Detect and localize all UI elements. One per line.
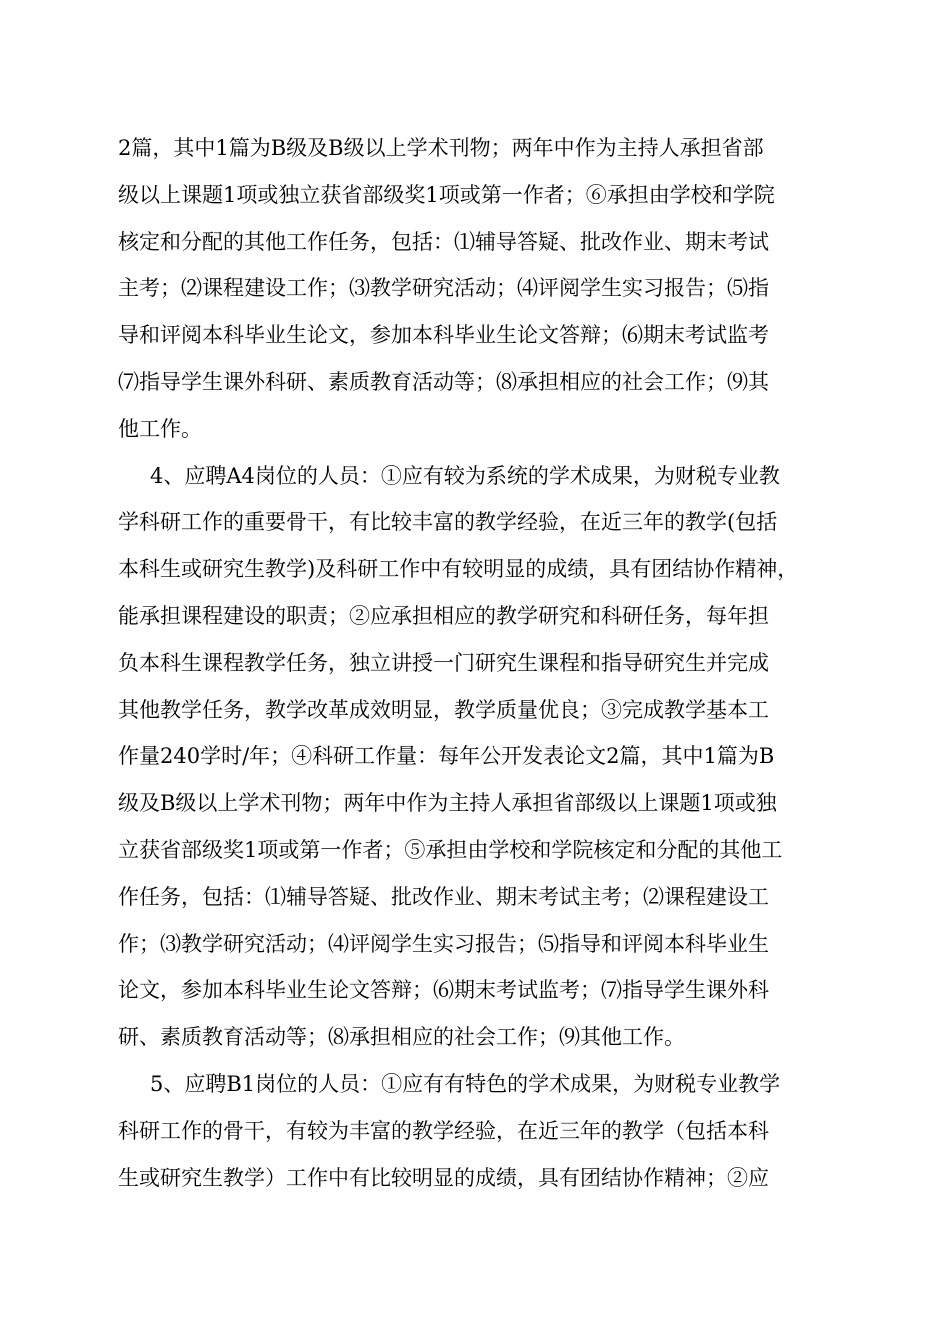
text-line: 本科生或研究生教学)及科研工作中有较明显的成绩，具有团结协作精神，: [118, 557, 799, 582]
text-line: 2篇，其中1篇为B级及B级以上学术刊物；两年中作为主持人承担省部: [118, 136, 764, 160]
text-line: 他工作。: [118, 416, 202, 441]
text-line: 科研工作的骨干，有较为丰富的教学经验，在近三年的教学（包括本科: [118, 1118, 769, 1143]
text-line: ⑺指导学生课外科研、素质教育活动等；⑻承担相应的社会工作；⑼其: [118, 369, 769, 394]
text-line: 其他教学任务，教学改革成效明显，教学质量优良；③完成教学基本工: [118, 697, 769, 722]
text-line: 研、素质教育活动等；⑻承担相应的社会工作；⑼其他工作。: [118, 1025, 685, 1050]
text-line: 级以上课题1项或独立获省部级奖1项或第一作者；⑥承担由学校和学院: [118, 182, 775, 207]
paragraph-start-line: 5、应聘B1岗位的人员：①应有有特色的学术成果，为财税专业教学: [150, 1071, 781, 1096]
text-line: 主考；⑵课程建设工作；⑶教学研究活动；⑷评阅学生实习报告；⑸指: [118, 276, 769, 301]
text-line: 级及B级以上学术刊物；两年中作为主持人承担省部级以上课题1项或独: [118, 791, 777, 816]
text-line: 作；⑶教学研究活动；⑷评阅学生实习报告；⑸指导和评阅本科毕业生: [118, 931, 769, 956]
text-line: 论文，参加本科毕业生论文答辩；⑹期末考试监考；⑺指导学生课外科: [118, 978, 769, 1003]
text-line: 立获省部级奖1项或第一作者；⑤承担由学校和学院核定和分配的其他工: [118, 837, 783, 862]
text-line: 核定和分配的其他工作任务，包括：⑴辅导答疑、批改作业、期末考试: [118, 229, 769, 254]
text-line: 能承担课程建设的职责；②应承担相应的教学研究和科研任务，每年担: [118, 603, 769, 628]
text-line: 生或研究生教学）工作中有比较明显的成绩，具有团结协作精神；②应: [118, 1165, 769, 1190]
text-line: 作量240学时/年；④科研工作量：每年公开发表论文2篇，其中1篇为B: [118, 744, 775, 769]
paragraph-start-line: 4、应聘A4岗位的人员：①应有较为系统的学术成果，为财税专业教: [150, 463, 780, 488]
text-line: 作任务，包括：⑴辅导答疑、批改作业、期末考试主考；⑵课程建设工: [118, 884, 769, 909]
text-line: 导和评阅本科毕业生论文，参加本科毕业生论文答辩；⑹期末考试监考: [118, 323, 769, 348]
text-line: 学科研工作的重要骨干，有比较丰富的教学经验，在近三年的教学(包括: [118, 510, 778, 535]
document-body: [118, 125, 838, 1201]
text-line: 负本科生课程教学任务，独立讲授一门研究生课程和指导研究生并完成: [118, 650, 769, 675]
